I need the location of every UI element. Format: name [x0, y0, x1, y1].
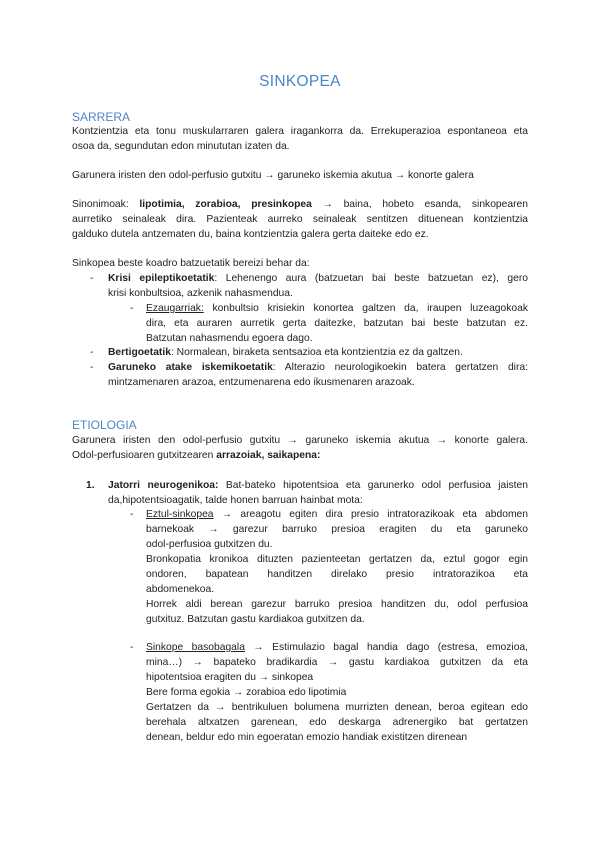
heading-sarrera: SARRERA: [72, 110, 131, 124]
sinkope-basobagala-item: Sinkope basobagala → Estimulazio bagal handia dago (estresa, emozioa, mina…) → bapateko bradikardia → gastu kardiakoa gutxitzen da eta hipotentsioa eragiten du → sinkopea Bere forma egokia → zorabioa edo lipotimia Gertatzen da → bentrikuluen bolumena murrizten denean, beroa egitean edo berehala altxatzen garenean, edo deskarga adrenergiko bat gertatzen denean, beldur edo min egoeratan emozio handiak existitzen direnean: [146, 642, 529, 743]
text-line: mintzamenaren arazoa, entzumenarena edo ikusmenaren arazoak.: [108, 377, 415, 388]
bullet-dash: -: [130, 509, 134, 520]
text-line: Garunera iristen den odol-perfusio gutxitu → garuneko iskemia akutua → konorte galera.: [72, 435, 528, 446]
text-line: Bronkopatia kronikoa dituzten pazienteetan gertatzen da, eztul gogor egin: [146, 554, 528, 565]
sinonimoak-line-1: Sinonimoak: lipotimia, zorabioa, presinkopea → baina, hobeto esanda, sinkopearen: [72, 199, 528, 210]
text-line: Batzutan nahasmendu egoera dago.: [146, 333, 313, 344]
sinonimoak-paragraph: [72, 197, 528, 242]
text-line: dira, eta auraren aurretik gerta daitezke, batzutan bai beste batzutan ez.: [146, 318, 528, 329]
text-line: galduko dutela antzematen du, baina kontzientzia galera gerta daiteke edo ez.: [72, 229, 429, 240]
list-number: 1.: [86, 480, 95, 491]
text-line: barnekoak → garezur barruko presioa eragiten du eta garuneko: [146, 524, 528, 535]
text-line: gutxituz. Batzutan gastu kardiakoa gutxitzen da.: [146, 614, 365, 625]
text-line: da,hipotentsioagatik, talde honen barruan hainbat mota:: [108, 495, 363, 506]
text-line: denean, beldur edo min egoeratan emozio handiak existitzen direnean: [146, 732, 468, 743]
text-line: berehala altxatzen garenean, edo deskarga adrenergiko bat gertatzen: [146, 717, 528, 728]
text-line: krisi konbultsioa, azkenik nahasmendua.: [108, 288, 293, 299]
text-line: Horrek aldi berean garezur barruko presioa handitzen du, odol perfusioa: [146, 599, 528, 610]
text-line: osoa da, segundutan edon minututan izaten da.: [72, 141, 290, 152]
text-line: hipotentsioa eragiten du → sinkopea: [146, 672, 314, 683]
jatorri-item: Jatorri neurogenikoa: Bat-bateko hipotentsioa eta garunerko odol perfusioa jaisten da,hipotentsioagatik, talde honen barruan hainbat mota:: [108, 480, 528, 506]
heading-etiologia: ETIOLOGIA: [72, 418, 137, 432]
bereizi-line: Sinkopea beste koadro batzuetatik bereizi behar da:: [72, 258, 310, 269]
sarrera-flow-line: Garunera iristen den odol-perfusio gutxitu → garuneko iskemia akutua → konorte galera: [72, 170, 474, 181]
text-line: odol-perfusioa gutxitzen du.: [146, 539, 273, 550]
text-line: Bere forma egokia → zorabioa edo lipotimia: [146, 687, 347, 698]
ezaugarriak-item: Ezaugarriak: konbultsio krisiekin konortea galtzen da, iraupen luzeagokoak dira, eta auraren aurretik gerta daitezke, batzutan bai beste batzutan ez. Batzutan nahasmendu egoera dago.: [146, 303, 528, 344]
bertigo-item: Bertigoetatik: Normalean, biraketa sentsazioa eta kontzientzia ez da galtzen.: [108, 347, 463, 358]
etiologia-paragraph: Garunera iristen den odol-perfusio gutxitu → garuneko iskemia akutua → konorte galera. Odol-perfusioaren gutxitzearen arrazoiak, saikapena:: [72, 435, 528, 461]
krisi-item: Krisi epileptikoetatik: Lehenengo aura (batzuetan bai beste batzuetan ez), gero krisi konbultsioa, azkenik nahasmendua.: [108, 273, 528, 299]
sarrera-paragraph-1: [72, 124, 528, 154]
garuneko-item: Garuneko atake iskemikoetatik: Alterazio neurologikoekin batera gertatzen dira: mintzamenaren arazoa, entzumenarena edo ikusmenaren arazoak.: [108, 362, 528, 388]
page-title: SINKOPEA: [259, 73, 341, 90]
text-line: mina…) → bapateko bradikardia → gastu kardiakoa gutxitzen da eta: [146, 657, 528, 668]
bullet-dash: -: [90, 273, 94, 284]
text-line: ondoren, bapatean handitzen direlako presio intratorazikoa eta: [146, 569, 528, 580]
bullet-dash: -: [130, 303, 134, 314]
bullet-dash: -: [90, 347, 94, 358]
eztul-sinkopea-item: Eztul-sinkopea → areagotu egiten dira presio intratorazikoak eta abdomen barnekoak → garezur barruko presioa eragiten du eta garuneko odol-perfusioa gutxitzen du. Bronkopatia kronikoa dituzten pazienteetan gertatzen da, eztul gogor egin ondoren, bapatean handitzen direlako presio intratorazikoa eta abdomenekoa. Horrek aldi berean garezur barruko presioa handitzen du, odol perfusioa gutxituz. Batzutan gastu kardiakoa gutxitzen da.: [146, 509, 528, 625]
text-line: Kontzientzia eta tonu muskularraren galera iragankorra da. Errekuperazioa espontaneoa eta: [72, 126, 528, 137]
text-line: abdomenekoa.: [146, 584, 215, 595]
bullet-dash: -: [130, 642, 134, 653]
text-line: Gertatzen da → bentrikuluen bolumena murrizten denean, beroa egitean edo: [146, 702, 528, 713]
text-line: aurretiko seinaleak dira. Pazienteak aurreko seinaleak sentitzen dituenean kontzientzia: [72, 214, 528, 225]
bullet-dash: -: [90, 362, 94, 373]
